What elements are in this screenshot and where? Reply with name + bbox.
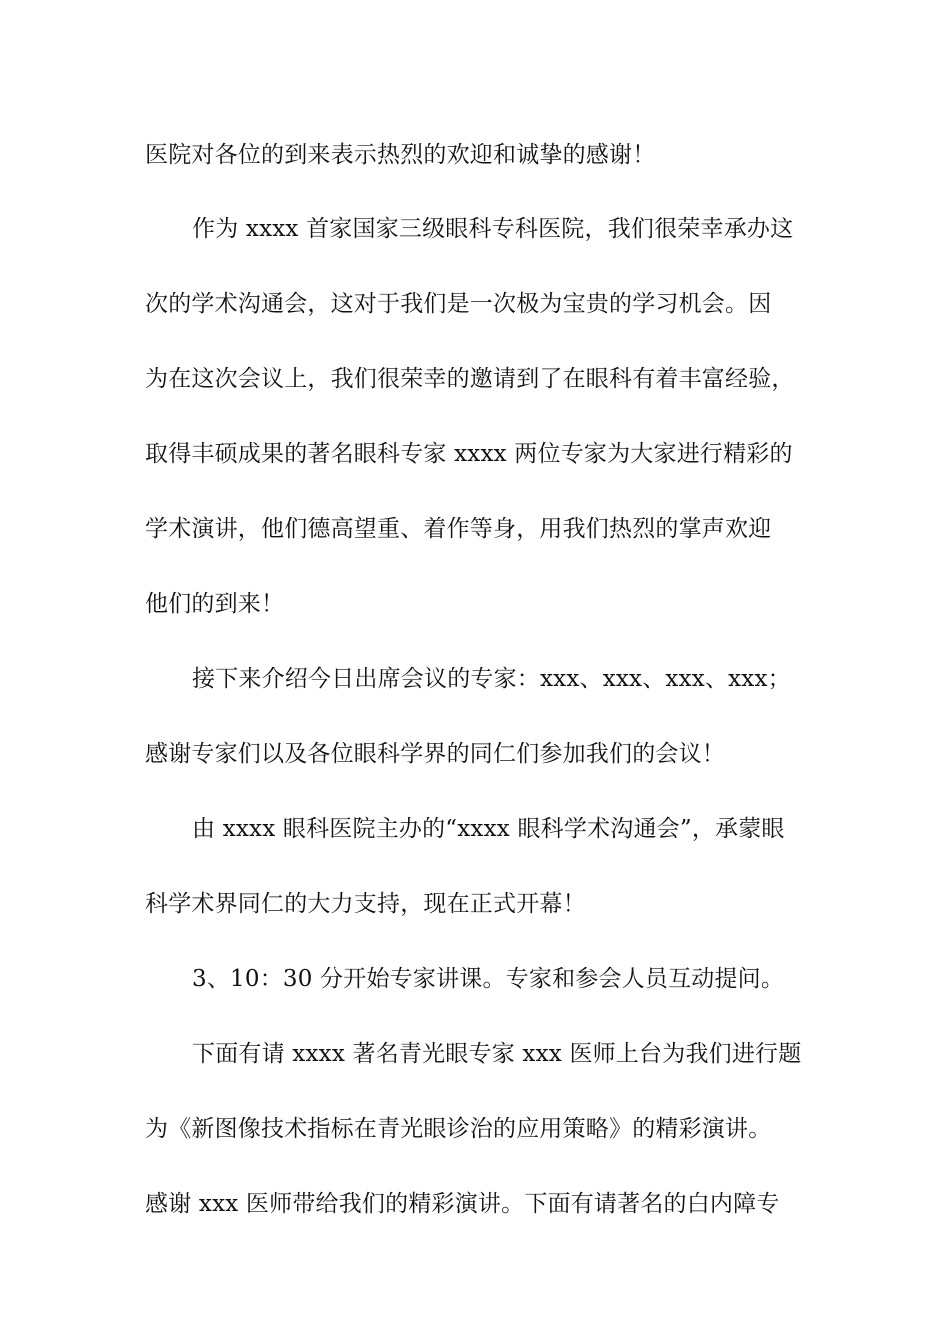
text-line-14: 为《新图像技术指标在青光眼诊治的应用策略》的精彩演讲。 (145, 1116, 772, 1142)
text-line-10: 由 xxxx 眼科医院主办的“xxxx 眼科学术沟通会”，承蒙眼 (192, 816, 785, 842)
text-line-1: 医院对各位的到来表示热烈的欢迎和诚挚的感谢！ (145, 142, 656, 168)
text-line-13: 下面有请 xxxx 著名青光眼专家 xxx 医师上台为我们进行题 (192, 1041, 802, 1067)
text-line-2: 作为 xxxx 首家国家三级眼科专科医院，我们很荣幸承办这 (192, 216, 794, 242)
text-line-12: 3、10：30 分开始专家讲课。专家和参会人员互动提问。 (192, 966, 785, 992)
text-line-15: 感谢 xxx 医师带给我们的精彩演讲。下面有请著名的白内障专 (145, 1191, 780, 1217)
text-line-5: 取得丰硕成果的著名眼科专家 xxxx 两位专家为大家进行精彩的 (145, 441, 793, 467)
text-line-6: 学术演讲，他们德高望重、着作等身，用我们热烈的掌声欢迎 (145, 516, 772, 542)
text-line-4: 为在这次会议上，我们很荣幸的邀请到了在眼科有着丰富经验， (145, 366, 795, 392)
text-line-8: 接下来介绍今日出席会议的专家：xxx、xxx、xxx、xxx； (192, 666, 791, 692)
text-line-11: 科学术界同仁的大力支持，现在正式开幕！ (145, 891, 586, 917)
text-line-9: 感谢专家们以及各位眼科学界的同仁们参加我们的会议！ (145, 741, 725, 767)
text-line-7: 他们的到来！ (145, 591, 285, 617)
text-line-3: 次的学术沟通会，这对于我们是一次极为宝贵的学习机会。因 (145, 291, 772, 317)
